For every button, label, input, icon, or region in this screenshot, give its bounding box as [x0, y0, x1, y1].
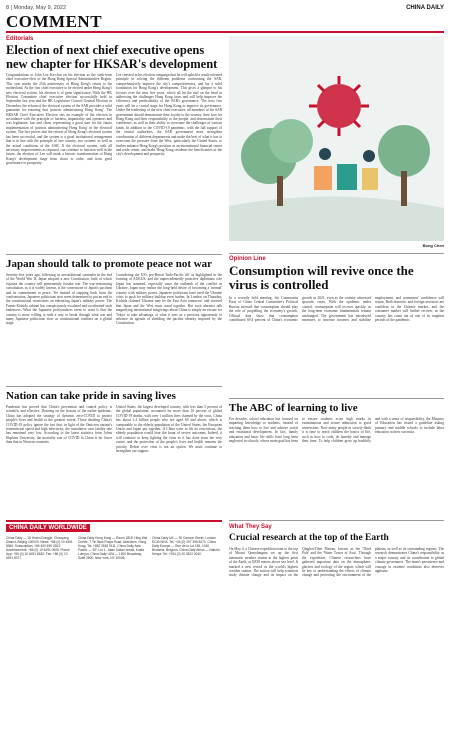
- divider: [229, 520, 444, 521]
- divider: [6, 254, 222, 255]
- editorials-kicker: Editorials: [6, 36, 34, 42]
- lead-col-1: Congratulations to John Lee Ka-chiu on his election as the sixth-term chief executive-elect of the Hong Kong Special Administrative Region. This year marks the 25th anniversary of Hong Kong's return to the motherland. As the first chief executive to be elected under Hong Kong's new electoral system, his election is of great significance. With the HK Election Committee chief executive election successfully held in September last year and the HK Legislative Council General Election in December, the reform of the electoral system of the SAR provides a solid guarantee for ensuring that 'patriots administering Hong Kong'. The HKSAR Chief Executive Election sets an example of the election in accordance with the principle of fairness, impartiality and openness and was legitimate, fair and clean, representing a good start for the future implementation of 'patriots administering Hong Kong' in the electoral system. The fact proves that the reform of Hong Kong's electoral system has been successful, and the system is a good institutional arrangement that is in line with the principle of 'one country, two systems' as well as the actual conditions of the SAR. If the electoral system, with all necessary improvements as required, can continue to function well in the future, the election of Lee will mark a historic transformation of Hong Kong's development stage from chaos to order, and from good governance to prosperity.: [6, 73, 112, 166]
- footer-masthead: CHINA DAILY WORLDWIDE: [6, 524, 90, 532]
- lead-headline: Election of next chief executive opens new chapter for HKSAR's development: [6, 43, 218, 71]
- opinion-kicker: Opinion Line: [229, 256, 266, 262]
- footer-col-3: China Daily UK — 90 Cannon Street, London EC4N 6HA. Tel: +44 (0) 207 398 8270. China Daily Europe — Rue de la Loi 155, 1040 Brussels, Belgium. China Daily Africa — Nairobi, Kenya. Tel: +254 (0) 20 3522 0040.: [152, 536, 221, 556]
- nation-headline: Nation can take pride in saving lives: [6, 390, 176, 402]
- whatsay-kicker: What They Say: [229, 524, 272, 530]
- paper-name: CHINA DAILY: [406, 4, 444, 11]
- nation-col-1: Pandemic has proved that China's prevention and control policy is scientific and effective. Drawing on the lessons of the earlier epidemic, China has adopted the strategy of dynamic zero-COVID to protect people's lives and health to the greatest extent. Those deriding China's COVID-19 policy ignore the fact that, in light of the Omicron variant's transmission speed and high infectivity, the cumulative case fatality rate has remained very low. According to the latest statistics from Johns Hopkins University, the mortality rate of COVID in China is far lower than that in Western countries.: [6, 405, 112, 445]
- whatsay-body: On May 4, a Chinese expedition team to the top of Mount Qomolangma set up the first automatic weather station at the highest point of the Earth, at 8,830 meters above sea level. It marked a new record as the world's highest weather station. The station will help scientists study climate change and its impact on the Qinghai-Tibet Plateau, known as the 'Third Pole' and the 'Water Tower of Asia'. Through the expedition, Chinese researchers have gathered important data on the atmosphere, glaciers and ecology of the region, which will be key to understanding the effects of climate change and protecting the environment of the plateau, as well as its surrounding regions. The research demonstrates China's responsibility as a major country and its contribution to global climate governance. The team's persistence and courage in extreme conditions also deserves applause.: [229, 547, 444, 578]
- editorial-cartoon: [229, 36, 444, 241]
- divider: [6, 386, 222, 387]
- japan-col-2: Considering the US's pro-Brexit 'Indo-Pacific tilt' as highlighted in the forming of AUKUS, and the unprecedentedly proactive diplomatic role Japan has assumed, especially since the outbreak of the conflict in Ukraine, Japan may realize the long-held desire of becoming a 'normal' country with military power. Japanese politicians have used the Ukraine crisis to push for military buildup even further. In London on Thursday, Kishida claimed 'Ukraine may be the East Asia tomorrow' and stressed that Japan and the West must stand together. But such alarmist talk magnifying international misgivings about China is simply an excuse for Tokyo to take advantage of what it sees as a precious opportunity to advance its agenda of shedding the pacifist identity imposed by the Constitution.: [116, 273, 222, 326]
- japan-headline: Japan should talk to promote peace not war: [6, 258, 213, 270]
- abc-headline: The ABC of learning to live: [229, 402, 358, 414]
- cartoon-illustration: [229, 36, 444, 241]
- divider: [229, 398, 444, 399]
- footer-col-1: China Daily — 15 Huixin Dongjie, Chaoyang District, Beijing 100029. News: +86 (0) 10 6491 8366. Subscription: +86 400 699 0203. Advertisement: +86 (0) 10 6491 0605. Phone App: +86 (0) 10 6491 8633. Fax: +86 (0) 10 6491 8377.: [6, 536, 73, 560]
- abc-body: For decades, school education has focused on imparting knowledge to students, instead of teaching them how to live and achieve social and emotional development. In fact, family education and basic life skills have long been neglected in schools, whose main goal has been to ensure students score high marks in examinations and secure admission to good universities. Now many people in society think it is time to teach children the basics of life, such as how to cook, do laundry and manage their time. To help children grow up healthily and with a sense of responsibility, the Ministry of Education has issued a guideline asking primary and middle schools to include labor education in their curricula.: [229, 417, 444, 444]
- nation-col-2: United States, the largest developed country, with less than 5 percent of the global population, accounted for more than 16 percent of global COVID-19 deaths, with over 1 million lives claimed by the virus. China has about 1.4 billion people who are aged 60 and above, which is comparable to the elderly population of the United States, the European Union and Japan put together. If China were to lift its restrictions, the elderly population would bear the brunt of severe outcomes. Indeed, it will continue to keep fighting the virus as it has done from the very outset, and the protection of the people's lives and health remains the priority. Defeat over virus is not an option. We must continue to strengthen our support.: [116, 405, 222, 454]
- page-header: [6, 3, 444, 12]
- footer-col-2: China Daily Hong Kong — Room 1818, Hing Wai Centre, 7 Tin Wan Praya Road, Aberdeen, Hong Kong. Tel: +852 2518 5111. China Daily Asia Pacific — 4/F, Lot 1, Jalan Sultan Ismail, Kuala Lumpur. China Daily USA — 1500 Broadway, Suite 2800, New York, NY 10036.: [78, 536, 148, 560]
- footer-rule: [6, 520, 222, 522]
- consumption-headline: Consumption will revive once the virus is controlled: [229, 263, 414, 292]
- consumption-body: In a recently held meeting, the Communist Party of China Central Committee's Political Bureau stressed that consumption should play the role of propelling the economy's growth. Official data show that consumption contributed 69.4 percent of China's economic growth in 2021, even as the country witnessed sporadic cases. With the epidemic under control, consumption will recover quickly, as the long-term economic fundamentals remain unchanged. The government has introduced measures to increase incomes and stabilize employment, and consumers' confidence will return. Both domestic and foreign investors are confident in the Chinese market, and the consumer market will further recover, as the country has come out of one of its toughest periods of the pandemic.: [229, 296, 444, 323]
- section-divider: [6, 31, 444, 33]
- whatsay-headline: Crucial research at the top of the Earth: [229, 533, 389, 543]
- japan-col-1: Seventy-five years ago, following its unconditional surrender in the end of the World War II, Japan adopted a new Constitution, both of which espouse the country will permanently forsake war. The war-renouncing constitution, as it is widely known, is the cornerstone of Japan's pacifism and its commitment to peace. Yet instead of stepping back from the confrontation, Japanese politicians now seem determined to put an end to the constitutional restrictions on enhancing Japan's military power. The Fumio Kishida cabinet has conspicuously escalated and accelerated such endeavors. What the Japanese policymakers seem to want is that the country is more willing to seek a way to break through what war and many Japanese politicians view as constitutional confines on a global stage.: [6, 273, 112, 326]
- page-info: 8 | Monday, May 9, 2022: [6, 4, 67, 11]
- divider: [229, 253, 444, 254]
- cartoonist-name: Bong Chen: [422, 243, 444, 248]
- section-title: COMMENT: [6, 12, 103, 31]
- lead-col-2: Lee stressed in his election campaign that he will uphold a result-oriented principle in solving the different problems confronting the SAR, comprehensively improve the city's competitiveness, and lay a solid foundation for Hong Kong's development. This gives a glimpse to his focuses over the next five years, which all hit the nail on the head in addressing the challenges Hong Kong faces and will help improve the efficiency and predictability of the SAR's governance. The next five years will be a crucial stage for Hong Kong to improve its governance. Under the leadership of the new chief executive, all members of the SAR government should demonstrate their loyalty to the country, their love for Hong Kong and their responsibility to the people, and demonstrate their confidence, as well as their ability to overcome the challenges of various kinds. In addition to the COVID-19 pandemic, with the full support of the central authorities, the SAR government must strengthen coordination of different departments and make the best of what it has to overcome the pressure from the West, particularly the United States, to further enhance Hong Kong's position as an international financial center and trade center, and make Hong Kong residents the beneficiaries of the city's development and prosperity.: [116, 73, 222, 157]
